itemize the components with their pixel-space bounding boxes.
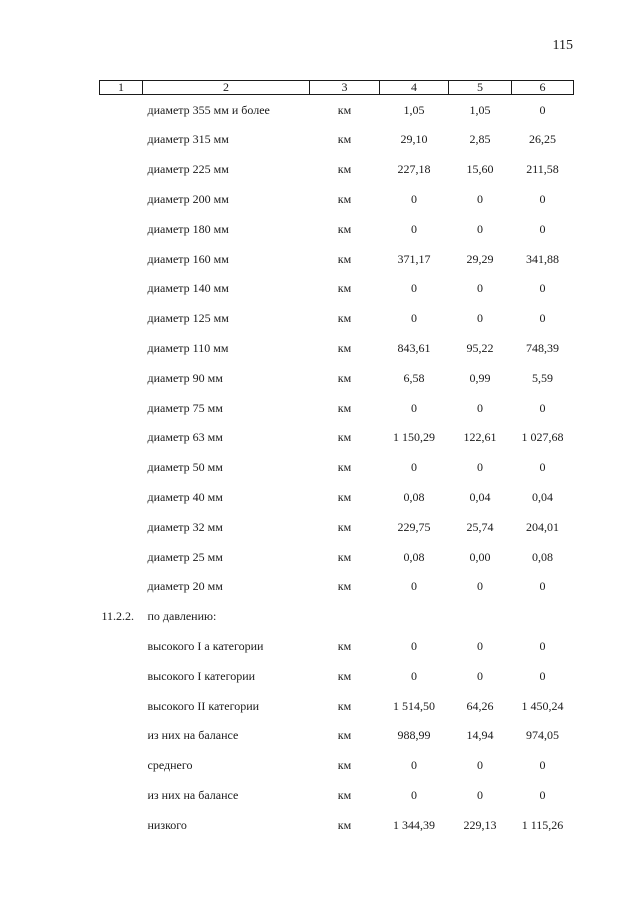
row-value-col6: 0 bbox=[539, 579, 546, 594]
row-unit: км bbox=[337, 370, 352, 385]
table-row bbox=[100, 483, 574, 513]
row-value-col6: 0,04 bbox=[532, 489, 553, 504]
row-value-col5: 0 bbox=[477, 460, 483, 475]
row-value-col4: 0 bbox=[411, 281, 417, 296]
row-value-col4 bbox=[380, 602, 449, 632]
row-value-col5: 0 bbox=[477, 579, 483, 594]
row-value-col5: 0 bbox=[477, 400, 483, 415]
row-unit: км bbox=[337, 728, 352, 743]
row-value-col6: 0,08 bbox=[532, 549, 553, 564]
row-number bbox=[100, 214, 143, 244]
table-row bbox=[100, 721, 574, 751]
row-value-col4: 0 bbox=[411, 400, 417, 415]
row-unit: км bbox=[337, 758, 352, 773]
row-value-col6: 974,05 bbox=[526, 728, 559, 743]
row-value-col4: 843,61 bbox=[397, 340, 431, 355]
row-value-col6: 26,25 bbox=[529, 132, 556, 147]
row-number bbox=[100, 125, 143, 155]
row-value-col5: 229,13 bbox=[463, 817, 497, 832]
row-name: диаметр 200 мм bbox=[147, 191, 229, 206]
row-value-col6: 1 027,68 bbox=[521, 430, 564, 445]
table-row bbox=[100, 214, 574, 244]
row-unit: км bbox=[337, 281, 352, 296]
row-name: высокого I а категории bbox=[147, 638, 264, 653]
row-number bbox=[100, 721, 143, 751]
table-row bbox=[100, 185, 574, 215]
row-number bbox=[100, 453, 143, 483]
row-value-col6: 0 bbox=[539, 102, 546, 117]
row-number bbox=[100, 304, 143, 334]
row-name: высокого I категории bbox=[147, 668, 256, 683]
row-number bbox=[100, 810, 143, 840]
row-value-col4: 1,05 bbox=[403, 102, 425, 117]
column-header-3: 3 bbox=[310, 81, 380, 95]
row-value-col4: 0 bbox=[411, 191, 417, 206]
row-value-col6: 0 bbox=[539, 191, 546, 206]
table-row bbox=[100, 691, 574, 721]
row-number bbox=[100, 393, 143, 423]
row-number bbox=[100, 512, 143, 542]
row-name: диаметр 315 мм bbox=[147, 132, 229, 147]
table-row bbox=[100, 393, 574, 423]
table-row bbox=[100, 95, 574, 126]
row-name: диаметр 225 мм bbox=[147, 162, 229, 177]
row-number bbox=[100, 334, 143, 364]
column-header-5: 5 bbox=[449, 81, 512, 95]
row-unit: км bbox=[337, 162, 352, 177]
row-number bbox=[100, 244, 143, 274]
row-unit: км bbox=[337, 251, 352, 266]
table-row bbox=[100, 125, 574, 155]
row-number bbox=[100, 781, 143, 811]
row-value-col4: 0 bbox=[411, 311, 417, 326]
row-name: из них на балансе bbox=[147, 787, 239, 802]
row-name: диаметр 75 мм bbox=[147, 400, 223, 415]
row-unit: км bbox=[337, 430, 352, 445]
table-row bbox=[100, 363, 574, 393]
row-value-col5: 0 bbox=[477, 787, 483, 802]
row-value-col5: 0,04 bbox=[469, 489, 491, 504]
row-value-col4: 0 bbox=[411, 579, 417, 594]
row-value-col6: 1 115,26 bbox=[521, 817, 564, 832]
row-name: диаметр 40 мм bbox=[147, 489, 223, 504]
row-value-col6: 5,59 bbox=[532, 370, 553, 385]
row-value-col4: 0,08 bbox=[403, 489, 425, 504]
row-value-col5: 14,94 bbox=[466, 728, 494, 743]
table-row bbox=[100, 244, 574, 274]
table-row bbox=[100, 453, 574, 483]
column-header-4: 4 bbox=[380, 81, 449, 95]
table-row bbox=[100, 781, 574, 811]
row-value-col4: 29,10 bbox=[400, 132, 428, 147]
column-header-1: 1 bbox=[100, 81, 143, 95]
row-value-col6: 211,58 bbox=[526, 162, 559, 177]
row-value-col4: 1 344,39 bbox=[393, 817, 435, 832]
row-number bbox=[100, 483, 143, 513]
table-row bbox=[100, 632, 574, 662]
row-unit: км bbox=[337, 340, 352, 355]
row-name: низкого bbox=[147, 817, 187, 832]
row-name: диаметр 50 мм bbox=[147, 460, 223, 475]
row-name: из них на балансе bbox=[147, 728, 239, 743]
row-value-col6: 204,01 bbox=[526, 519, 559, 534]
row-value-col6: 341,88 bbox=[526, 251, 559, 266]
row-value-col6: 1 450,24 bbox=[521, 698, 564, 713]
row-unit bbox=[310, 602, 380, 632]
table-row bbox=[100, 572, 574, 602]
row-unit: км bbox=[337, 221, 352, 236]
table-row bbox=[100, 155, 574, 185]
row-number bbox=[100, 95, 143, 126]
row-unit: км bbox=[337, 638, 352, 653]
row-number bbox=[100, 632, 143, 662]
row-value-col4: 988,99 bbox=[397, 728, 431, 743]
row-unit: км bbox=[337, 489, 352, 504]
row-number bbox=[100, 423, 143, 453]
row-value-col4: 229,75 bbox=[397, 519, 431, 534]
row-value-col4: 6,58 bbox=[403, 370, 425, 385]
row-value-col5: 2,85 bbox=[469, 132, 491, 147]
row-number bbox=[100, 185, 143, 215]
row-unit: км bbox=[337, 668, 352, 683]
table-row bbox=[100, 542, 574, 572]
row-name: высокого II категории bbox=[147, 698, 260, 713]
row-unit: км bbox=[337, 787, 352, 802]
row-value-col6: 0 bbox=[539, 311, 546, 326]
row-name: среднего bbox=[147, 758, 193, 773]
row-value-col4: 1 150,29 bbox=[393, 430, 435, 445]
row-value-col6: 748,39 bbox=[526, 340, 559, 355]
row-number bbox=[100, 274, 143, 304]
row-value-col5: 25,74 bbox=[466, 519, 494, 534]
row-value-col4: 0 bbox=[411, 221, 417, 236]
row-value-col6: 0 bbox=[539, 221, 546, 236]
row-value-col6: 0 bbox=[539, 281, 546, 296]
row-name: диаметр 140 мм bbox=[147, 281, 229, 296]
row-value-col4: 0 bbox=[411, 758, 417, 773]
table-row bbox=[100, 423, 574, 453]
row-value-col4: 0 bbox=[411, 787, 417, 802]
row-unit: км bbox=[337, 549, 352, 564]
row-value-col6: 0 bbox=[539, 638, 546, 653]
column-header-6: 6 bbox=[512, 81, 574, 95]
table-row bbox=[100, 810, 574, 840]
row-value-col6 bbox=[512, 602, 574, 632]
row-name: диаметр 20 мм bbox=[147, 579, 223, 594]
row-number bbox=[100, 572, 143, 602]
row-number bbox=[100, 691, 143, 721]
row-value-col6: 0 bbox=[539, 400, 546, 415]
row-value-col4: 0 bbox=[411, 638, 417, 653]
row-name: диаметр 110 мм bbox=[147, 340, 229, 355]
table-header-row bbox=[100, 81, 574, 95]
row-value-col5: 1,05 bbox=[469, 102, 491, 117]
row-name: по давлению: bbox=[147, 609, 217, 624]
row-value-col6: 0 bbox=[539, 460, 546, 475]
row-value-col5: 0 bbox=[477, 311, 483, 326]
row-number bbox=[100, 363, 143, 393]
row-unit: км bbox=[337, 817, 352, 832]
row-number: 11.2.2. bbox=[101, 609, 135, 624]
row-number bbox=[100, 155, 143, 185]
table-row bbox=[100, 304, 574, 334]
row-value-col5: 122,61 bbox=[463, 430, 497, 445]
table-row bbox=[100, 512, 574, 542]
row-unit: км bbox=[337, 460, 352, 475]
row-number bbox=[100, 751, 143, 781]
row-unit: км bbox=[337, 579, 352, 594]
table-row bbox=[100, 661, 574, 691]
row-name: диаметр 355 мм и более bbox=[147, 102, 270, 117]
table-row bbox=[100, 274, 574, 304]
data-table bbox=[99, 80, 574, 840]
table-row bbox=[100, 751, 574, 781]
row-number bbox=[100, 542, 143, 572]
row-value-col5: 0 bbox=[477, 281, 483, 296]
row-name: диаметр 180 мм bbox=[147, 221, 229, 236]
row-value-col4: 0 bbox=[411, 668, 417, 683]
row-value-col5 bbox=[449, 602, 512, 632]
row-value-col5: 0,99 bbox=[469, 370, 491, 385]
page-number: 115 bbox=[552, 38, 573, 53]
row-value-col4: 227,18 bbox=[397, 162, 431, 177]
row-value-col5: 64,26 bbox=[466, 698, 494, 713]
row-unit: км bbox=[337, 698, 352, 713]
row-value-col5: 0 bbox=[477, 758, 483, 773]
column-header-2: 2 bbox=[143, 81, 310, 95]
row-name: диаметр 90 мм bbox=[147, 370, 223, 385]
row-value-col6: 0 bbox=[539, 668, 546, 683]
table-row bbox=[100, 602, 574, 632]
row-unit: км bbox=[337, 102, 352, 117]
row-name: диаметр 125 мм bbox=[147, 311, 229, 326]
row-value-col4: 0 bbox=[411, 460, 417, 475]
row-unit: км bbox=[337, 311, 352, 326]
row-value-col5: 29,29 bbox=[466, 251, 494, 266]
row-name: диаметр 63 мм bbox=[147, 430, 223, 445]
row-value-col5: 0 bbox=[477, 191, 483, 206]
table-body bbox=[100, 95, 574, 841]
row-value-col5: 95,22 bbox=[466, 340, 494, 355]
row-value-col5: 0,00 bbox=[469, 549, 491, 564]
row-name: диаметр 32 мм bbox=[147, 519, 223, 534]
row-value-col5: 0 bbox=[477, 638, 483, 653]
table-row bbox=[100, 334, 574, 364]
row-value-col4: 1 514,50 bbox=[393, 698, 435, 713]
row-value-col4: 371,17 bbox=[397, 251, 431, 266]
row-unit: км bbox=[337, 191, 352, 206]
row-value-col4: 0,08 bbox=[403, 549, 425, 564]
row-number bbox=[100, 661, 143, 691]
row-value-col5: 0 bbox=[477, 221, 483, 236]
row-unit: км bbox=[337, 519, 352, 534]
row-name: диаметр 160 мм bbox=[147, 251, 229, 266]
row-value-col6: 0 bbox=[539, 787, 546, 802]
row-value-col5: 0 bbox=[477, 668, 483, 683]
row-unit: км bbox=[337, 132, 352, 147]
row-value-col6: 0 bbox=[539, 758, 546, 773]
row-name: диаметр 25 мм bbox=[147, 549, 223, 564]
row-unit: км bbox=[337, 400, 352, 415]
row-value-col5: 15,60 bbox=[466, 162, 494, 177]
